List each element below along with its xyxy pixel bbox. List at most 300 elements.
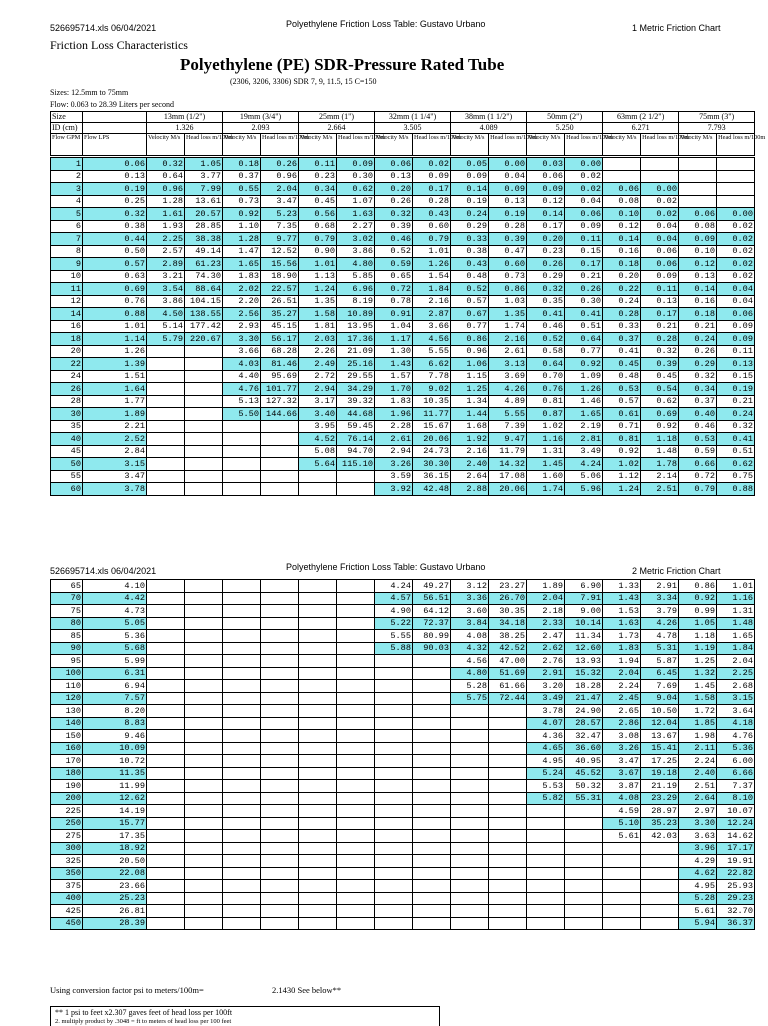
velocity-cell: 4.65 — [527, 742, 565, 755]
velocity-cell — [223, 817, 261, 830]
velocity-cell: 1.61 — [147, 208, 185, 221]
flow-gpm-cell: 5 — [51, 208, 83, 221]
head-loss-cell — [261, 805, 299, 818]
flow-lps-cell: 1.14 — [83, 333, 147, 346]
head-loss-cell: 177.42 — [185, 320, 223, 333]
velocity-cell — [147, 345, 185, 358]
head-loss-cell — [261, 742, 299, 755]
head-loss-cell — [261, 433, 299, 446]
head-loss-cell — [185, 767, 223, 780]
flow-gpm-cell: 400 — [51, 892, 83, 905]
head-loss-cell: 20.06 — [413, 433, 451, 446]
velocity-cell: 0.96 — [147, 183, 185, 196]
head-loss-cell — [489, 867, 527, 880]
pipe-id: 6.271 — [603, 123, 679, 134]
head-loss-cell: 7.91 — [565, 592, 603, 605]
velocity-cell: 0.46 — [527, 320, 565, 333]
head-loss-cell: 0.60 — [489, 258, 527, 271]
head-loss-cell: 0.62 — [717, 458, 755, 471]
head-loss-cell: 1.48 — [717, 617, 755, 630]
head-loss-cell — [261, 905, 299, 918]
head-loss-cell: 1.78 — [641, 458, 679, 471]
head-loss-cell: 11.34 — [565, 630, 603, 643]
velocity-cell: 3.17 — [299, 395, 337, 408]
head-loss-cell — [185, 817, 223, 830]
velocity-cell: 0.81 — [527, 395, 565, 408]
velocity-cell: 1.19 — [679, 642, 717, 655]
velocity-cell — [223, 655, 261, 668]
table-row — [51, 370, 755, 383]
head-loss-cell: 0.04 — [489, 170, 527, 183]
velocity-cell: 0.23 — [299, 170, 337, 183]
head-loss-header: Head loss m/100m — [717, 134, 755, 156]
velocity-cell: 0.06 — [603, 183, 641, 196]
flow-gpm-cell: 10 — [51, 270, 83, 283]
head-loss-cell: 0.09 — [641, 270, 679, 283]
flow-gpm-cell: 7 — [51, 233, 83, 246]
flow-lps-cell: 18.92 — [83, 842, 147, 855]
head-loss-cell — [489, 842, 527, 855]
id-label: ID (cm) — [51, 123, 83, 134]
velocity-cell: 0.34 — [679, 383, 717, 396]
flow-lps-cell: 1.26 — [83, 345, 147, 358]
head-loss-cell: 47.00 — [489, 655, 527, 668]
head-loss-cell — [261, 830, 299, 843]
head-loss-cell — [413, 717, 451, 730]
velocity-cell: 0.11 — [299, 158, 337, 171]
head-loss-cell: 56.51 — [413, 592, 451, 605]
head-loss-cell — [565, 892, 603, 905]
flow-lps-cell: 14.19 — [83, 805, 147, 818]
head-loss-cell: 2.61 — [489, 345, 527, 358]
head-loss-cell: 38.38 — [185, 233, 223, 246]
flow-gpm-cell: 140 — [51, 717, 83, 730]
head-loss-cell: 12.60 — [565, 642, 603, 655]
head-loss-cell: 44.68 — [337, 408, 375, 421]
head-loss-cell: 3.69 — [489, 370, 527, 383]
velocity-cell: 0.77 — [451, 320, 489, 333]
velocity-cell: 4.76 — [223, 383, 261, 396]
velocity-cell — [299, 705, 337, 718]
size-label-spacer — [83, 112, 147, 123]
head-loss-cell — [261, 730, 299, 743]
table-row — [51, 358, 755, 371]
velocity-cell: 1.83 — [375, 395, 413, 408]
flow-lps-cell: 0.63 — [83, 270, 147, 283]
velocity-cell: 0.41 — [527, 308, 565, 321]
head-loss-cell — [337, 705, 375, 718]
head-loss-cell — [337, 880, 375, 893]
velocity-cell: 5.55 — [375, 630, 413, 643]
head-loss-cell: 0.13 — [641, 295, 679, 308]
head-loss-cell — [641, 842, 679, 855]
head-loss-cell: 49.14 — [185, 245, 223, 258]
velocity-cell: 2.94 — [299, 383, 337, 396]
velocity-cell — [451, 755, 489, 768]
head-loss-cell — [185, 605, 223, 618]
flow-lps-cell: 1.64 — [83, 383, 147, 396]
head-loss-cell — [717, 158, 755, 171]
velocity-cell: 0.48 — [603, 370, 641, 383]
velocity-cell: 5.82 — [527, 792, 565, 805]
head-loss-cell: 7.99 — [185, 183, 223, 196]
table-row — [51, 917, 755, 930]
flow-lps-cell: 12.62 — [83, 792, 147, 805]
head-loss-cell — [261, 617, 299, 630]
velocity-cell — [223, 717, 261, 730]
head-loss-cell — [185, 755, 223, 768]
head-loss-header: Head loss m/100m — [337, 134, 375, 156]
head-loss-cell: 8.19 — [337, 295, 375, 308]
velocity-cell — [147, 767, 185, 780]
head-loss-cell — [337, 767, 375, 780]
head-loss-cell: 3.77 — [185, 170, 223, 183]
flow-lps-cell: 10.72 — [83, 755, 147, 768]
velocity-cell: 0.32 — [147, 158, 185, 171]
flow-gpm-cell: 18 — [51, 333, 83, 346]
velocity-cell — [147, 445, 185, 458]
head-loss-cell: 29.55 — [337, 370, 375, 383]
velocity-cell: 0.14 — [527, 208, 565, 221]
velocity-cell: 0.91 — [375, 308, 413, 321]
head-loss-cell — [185, 742, 223, 755]
velocity-cell: 0.78 — [375, 295, 413, 308]
velocity-cell — [375, 892, 413, 905]
velocity-cell: 0.64 — [147, 170, 185, 183]
head-loss-cell: 0.86 — [489, 283, 527, 296]
head-loss-cell — [489, 892, 527, 905]
velocity-cell: 0.29 — [451, 220, 489, 233]
velocity-cell — [451, 892, 489, 905]
velocity-cell: 0.19 — [451, 195, 489, 208]
flow-gpm-cell: 30 — [51, 408, 83, 421]
head-loss-cell: 1.31 — [717, 605, 755, 618]
head-loss-cell: 2.04 — [261, 183, 299, 196]
head-loss-cell: 10.89 — [337, 308, 375, 321]
velocity-cell: 0.24 — [679, 333, 717, 346]
head-loss-cell: 0.02 — [565, 183, 603, 196]
head-loss-cell: 0.00 — [717, 208, 755, 221]
flow-gpm-cell: 130 — [51, 705, 83, 718]
head-loss-cell: 22.57 — [261, 283, 299, 296]
head-loss-cell — [489, 780, 527, 793]
friction-table-page2 — [50, 579, 755, 930]
page-label-page2: 2 Metric Friction Chart — [632, 566, 721, 576]
velocity-cell — [223, 483, 261, 496]
velocity-cell: 1.85 — [679, 717, 717, 730]
head-loss-cell: 0.30 — [565, 295, 603, 308]
velocity-cell: 0.14 — [603, 233, 641, 246]
flow-lps-cell: 0.38 — [83, 220, 147, 233]
velocity-cell: 0.65 — [375, 270, 413, 283]
velocity-cell: 3.59 — [375, 470, 413, 483]
velocity-cell: 2.65 — [603, 705, 641, 718]
velocity-cell: 5.08 — [299, 445, 337, 458]
velocity-cell: 0.20 — [527, 233, 565, 246]
head-loss-cell: 30.35 — [489, 605, 527, 618]
head-loss-cell: 42.48 — [413, 483, 451, 496]
velocity-cell: 0.16 — [679, 295, 717, 308]
velocity-cell: 1.68 — [451, 420, 489, 433]
velocity-header: Velocity M/s — [451, 134, 489, 156]
head-loss-cell: 10.07 — [717, 805, 755, 818]
velocity-cell: 0.13 — [375, 170, 413, 183]
head-loss-cell: 0.47 — [489, 245, 527, 258]
head-loss-cell: 0.41 — [565, 308, 603, 321]
velocity-cell: 4.07 — [527, 717, 565, 730]
head-loss-cell — [413, 867, 451, 880]
velocity-cell — [147, 617, 185, 630]
velocity-cell — [527, 905, 565, 918]
velocity-cell — [147, 420, 185, 433]
flow-lps-cell: 0.25 — [83, 195, 147, 208]
velocity-cell — [451, 705, 489, 718]
velocity-cell: 1.81 — [299, 320, 337, 333]
velocity-cell: 3.30 — [679, 817, 717, 830]
velocity-cell: 0.21 — [679, 320, 717, 333]
velocity-cell: 0.18 — [223, 158, 261, 171]
head-loss-cell: 0.04 — [641, 233, 679, 246]
velocity-cell: 0.32 — [679, 370, 717, 383]
velocity-cell — [375, 730, 413, 743]
head-loss-cell: 3.49 — [565, 445, 603, 458]
head-loss-cell — [413, 667, 451, 680]
velocity-cell — [147, 755, 185, 768]
velocity-cell — [299, 605, 337, 618]
velocity-cell: 1.60 — [527, 470, 565, 483]
velocity-cell: 0.40 — [679, 408, 717, 421]
velocity-cell: 2.62 — [527, 642, 565, 655]
velocity-cell: 4.03 — [223, 358, 261, 371]
flow-lps-cell: 5.99 — [83, 655, 147, 668]
velocity-cell: 2.64 — [451, 470, 489, 483]
flow-lps-cell: 0.88 — [83, 308, 147, 321]
head-loss-cell: 11.79 — [489, 445, 527, 458]
head-loss-cell — [413, 780, 451, 793]
velocity-cell: 0.61 — [603, 408, 641, 421]
head-loss-cell — [337, 470, 375, 483]
velocity-cell — [451, 717, 489, 730]
head-loss-cell: 0.32 — [717, 420, 755, 433]
head-loss-cell — [261, 842, 299, 855]
head-loss-cell — [185, 792, 223, 805]
head-loss-cell: 17.17 — [717, 842, 755, 855]
velocity-cell: 0.79 — [679, 483, 717, 496]
head-loss-cell: 7.69 — [641, 680, 679, 693]
velocity-cell: 0.10 — [603, 208, 641, 221]
velocity-cell: 3.60 — [451, 605, 489, 618]
velocity-cell: 3.30 — [223, 333, 261, 346]
head-loss-cell: 0.62 — [641, 395, 679, 408]
velocity-cell — [147, 680, 185, 693]
file-name-page2: 526695714.xls 06/04/2021 — [50, 566, 157, 576]
head-loss-cell: 12.04 — [641, 717, 679, 730]
velocity-cell — [147, 805, 185, 818]
head-loss-cell: 2.16 — [413, 295, 451, 308]
head-loss-cell: 0.13 — [717, 358, 755, 371]
velocity-cell: 1.92 — [451, 433, 489, 446]
velocity-cell — [603, 170, 641, 183]
velocity-cell: 0.52 — [451, 283, 489, 296]
velocity-cell — [223, 755, 261, 768]
head-loss-cell — [185, 395, 223, 408]
velocity-cell — [147, 817, 185, 830]
head-loss-cell: 6.45 — [641, 667, 679, 680]
head-loss-cell — [413, 655, 451, 668]
head-loss-cell: 5.06 — [565, 470, 603, 483]
head-loss-cell — [337, 892, 375, 905]
flow-lps-cell: 1.01 — [83, 320, 147, 333]
head-loss-cell: 1.03 — [489, 295, 527, 308]
head-loss-cell: 40.95 — [565, 755, 603, 768]
velocity-cell: 0.87 — [527, 408, 565, 421]
head-loss-cell: 4.80 — [337, 258, 375, 271]
velocity-cell — [299, 742, 337, 755]
velocity-cell: 2.47 — [527, 630, 565, 643]
velocity-cell: 2.24 — [679, 755, 717, 768]
head-loss-cell: 1.65 — [717, 630, 755, 643]
flow-gpm-cell: 95 — [51, 655, 83, 668]
head-loss-cell: 68.28 — [261, 345, 299, 358]
flow-gpm-cell: 375 — [51, 880, 83, 893]
velocity-cell: 5.50 — [223, 408, 261, 421]
head-loss-cell: 11.77 — [413, 408, 451, 421]
head-loss-cell: 25.93 — [717, 880, 755, 893]
flow-lps-cell: 22.08 — [83, 867, 147, 880]
velocity-cell: 0.35 — [527, 295, 565, 308]
velocity-cell — [223, 730, 261, 743]
head-loss-cell: 0.11 — [717, 345, 755, 358]
velocity-cell: 1.89 — [527, 580, 565, 593]
flow-lps-cell: 1.77 — [83, 395, 147, 408]
velocity-cell — [147, 592, 185, 605]
velocity-cell — [375, 830, 413, 843]
head-loss-cell: 5.55 — [413, 345, 451, 358]
velocity-cell: 0.45 — [299, 195, 337, 208]
table-row — [51, 195, 755, 208]
velocity-cell — [147, 730, 185, 743]
head-loss-cell — [185, 717, 223, 730]
velocity-cell — [603, 855, 641, 868]
head-loss-cell: 2.51 — [641, 483, 679, 496]
flow-lps-cell: 17.35 — [83, 830, 147, 843]
velocity-cell: 0.29 — [679, 358, 717, 371]
velocity-cell: 3.49 — [527, 692, 565, 705]
velocity-cell: 1.44 — [451, 408, 489, 421]
table-row — [51, 420, 755, 433]
velocity-cell: 0.14 — [451, 183, 489, 196]
velocity-cell — [679, 195, 717, 208]
velocity-cell: 1.12 — [603, 470, 641, 483]
velocity-cell: 0.14 — [679, 283, 717, 296]
head-loss-cell: 0.24 — [717, 408, 755, 421]
head-loss-cell: 0.21 — [717, 395, 755, 408]
head-loss-cell: 0.21 — [641, 320, 679, 333]
id-label-spacer — [83, 123, 147, 134]
velocity-cell — [527, 817, 565, 830]
table-row — [51, 220, 755, 233]
velocity-cell: 1.43 — [375, 358, 413, 371]
table-row — [51, 383, 755, 396]
velocity-cell: 0.76 — [527, 383, 565, 396]
head-loss-cell — [185, 880, 223, 893]
head-loss-cell: 9.77 — [261, 233, 299, 246]
velocity-cell — [375, 855, 413, 868]
velocity-cell — [451, 830, 489, 843]
head-loss-cell — [489, 880, 527, 893]
head-loss-cell: 0.30 — [337, 170, 375, 183]
velocity-cell: 0.03 — [527, 158, 565, 171]
head-loss-cell: 0.21 — [565, 270, 603, 283]
head-loss-cell: 3.64 — [717, 705, 755, 718]
head-loss-cell — [185, 642, 223, 655]
velocity-cell: 2.56 — [223, 308, 261, 321]
head-loss-cell: 0.00 — [565, 158, 603, 171]
footnote-1: ** 1 psi to feet x2.307 gaves feet of head loss per 100ft — [55, 1008, 233, 1017]
head-loss-cell — [337, 917, 375, 930]
velocity-cell — [527, 805, 565, 818]
velocity-cell: 0.23 — [527, 245, 565, 258]
flow-gpm-cell: 100 — [51, 667, 83, 680]
velocity-cell — [223, 792, 261, 805]
velocity-header: Velocity M/s — [299, 134, 337, 156]
velocity-cell — [299, 867, 337, 880]
flow-gpm-cell: 110 — [51, 680, 83, 693]
head-loss-cell: 1.84 — [717, 642, 755, 655]
head-loss-cell — [261, 692, 299, 705]
flow-gpm-cell: 14 — [51, 308, 83, 321]
head-loss-cell: 2.16 — [489, 333, 527, 346]
table-row — [51, 295, 755, 308]
head-loss-cell: 3.02 — [337, 233, 375, 246]
head-loss-cell: 2.04 — [717, 655, 755, 668]
table-row — [51, 767, 755, 780]
head-loss-cell: 80.99 — [413, 630, 451, 643]
velocity-cell: 2.45 — [603, 692, 641, 705]
head-loss-cell: 5.87 — [641, 655, 679, 668]
velocity-cell: 1.70 — [375, 383, 413, 396]
head-loss-cell: 0.02 — [641, 208, 679, 221]
head-loss-cell: 6.90 — [565, 580, 603, 593]
velocity-cell — [527, 830, 565, 843]
velocity-cell — [375, 767, 413, 780]
velocity-cell: 1.34 — [451, 395, 489, 408]
head-loss-cell: 0.79 — [413, 233, 451, 246]
velocity-cell: 2.64 — [679, 792, 717, 805]
footnote-2: 2. multiply product by .3048 = ft to meters of head loss per 100 feet — [55, 1018, 232, 1025]
head-loss-cell: 15.32 — [565, 667, 603, 680]
velocity-cell: 0.52 — [375, 245, 413, 258]
velocity-cell: 1.28 — [223, 233, 261, 246]
velocity-cell: 0.37 — [603, 333, 641, 346]
velocity-cell — [451, 792, 489, 805]
head-loss-cell — [641, 855, 679, 868]
velocity-cell: 1.47 — [223, 245, 261, 258]
head-loss-cell — [337, 742, 375, 755]
velocity-cell — [223, 605, 261, 618]
head-loss-cell — [337, 692, 375, 705]
velocity-cell — [299, 483, 337, 496]
velocity-cell: 2.26 — [299, 345, 337, 358]
velocity-cell: 0.18 — [679, 308, 717, 321]
head-loss-cell: 20.06 — [489, 483, 527, 496]
flow-gpm-cell: 450 — [51, 917, 83, 930]
velocity-cell: 2.16 — [451, 445, 489, 458]
velocity-cell — [603, 905, 641, 918]
flow-gpm-cell: 20 — [51, 345, 83, 358]
head-loss-cell — [489, 917, 527, 930]
head-loss-cell: 0.28 — [641, 333, 679, 346]
